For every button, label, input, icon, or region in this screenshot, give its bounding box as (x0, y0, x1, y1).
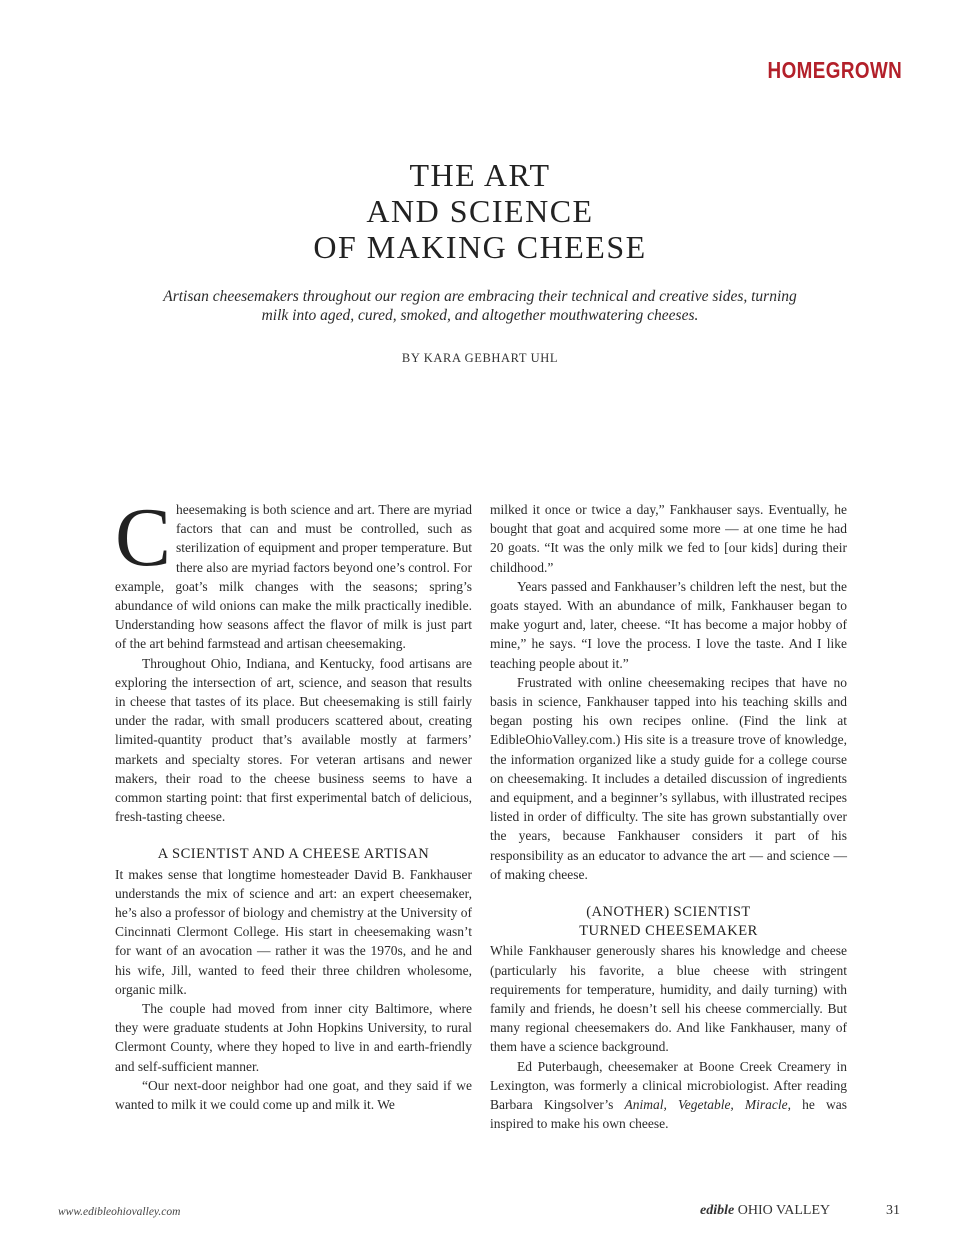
footer-magazine-name (700, 1203, 830, 1219)
paragraph: Throughout Ohio, Indiana, and Kentucky, food artisans are exploring the intersection of art, science, and season that results in cheese that tastes of its place. But cheesemaking is still fairly under the radar, with small producers scattered about, creating limited-quantity product that’s available mostly at farmers’ markets and specialty stores. For veteran artisans and newer makers, their road to the cheese business seems to have a common starting point: that first experimental batch of delicious, fresh-tasting cheese. (115, 655, 472, 825)
page-number: 31 (886, 1203, 900, 1218)
paragraph: The couple had moved from inner city Baltimore, where they were graduate students at John Hopkins University, to rural Clermont County, where they hoped to live in and earth-friendly and self-sufficient manner. (115, 1001, 472, 1074)
right-column (490, 500, 847, 1134)
subheading: A SCIENTIST AND A CHEESE ARTISAN (157, 846, 430, 863)
paragraph-text: Ed Puterbaugh, cheesemaker at Boone Creek Creamery in Lexington, was formerly a clinical microbiologist. After reading Barbara Kingsolver’s (490, 1058, 847, 1113)
title-line-1: THE ART (409, 157, 551, 193)
paragraph: milked it once or twice a day,” Fankhauser says. Eventually, he bought that goat and acquired some more — at one time he had 20 goats. “It was the only milk we fed to [our kids] during their childhood.” (490, 502, 847, 575)
magazine-brand: edible (700, 1203, 735, 1218)
left-column (115, 491, 472, 1114)
book-title: Animal, Vegetable, Miracle (624, 1097, 788, 1113)
paragraph (490, 1057, 847, 1134)
paragraph: Years passed and Fankhauser’s children left the nest, but the goats stayed. With an abundance of milk, Fankhauser began to make yogurt and, later, cheese. “It has become a major hobby of mine,” he says. “I love the process. I love the taste. And I like teaching people about it.” (490, 578, 847, 671)
paragraph: While Fankhauser generously shares his knowledge and cheese (particularly his favorite, a blue cheese with stringent requirements for temperature, humidity, and daily turning) with family and friends, he doesn’t sell his cheese commercially. But many regional cheesemakers do. And like Fankhauser, many of them have a science background. (490, 943, 847, 1055)
magazine-region: OHIO VALLEY (737, 1203, 831, 1218)
subheading-line-2: TURNED CHEESEMAKER (579, 923, 758, 940)
title-line-3: OF MAKING CHEESE (313, 229, 647, 265)
subheading-line-1: (ANOTHER) SCIENTIST (586, 904, 751, 921)
title-line-2: AND SCIENCE (366, 193, 594, 229)
byline: BY KARA GEBHART UHL (401, 351, 559, 365)
paragraph: It makes sense that longtime homesteader David B. Fankhauser understands the mix of science and art: an expert cheesemaker, he’s also a professor of biology and chemistry at the University of Cincinnati Clermont College. His start in cheesemaking wasn’t for want of an avocation — rather it was the 1970s, and he and his wife, Jill, wanted to feed their three children wholesome, organic milk. (115, 866, 472, 997)
paragraph: “Our next-door neighbor had one goat, and they said if we wanted to milk it we could come up and milk it. We (115, 1077, 472, 1113)
article-title (0, 157, 960, 265)
subheading (490, 903, 847, 941)
drop-cap: C (115, 491, 172, 584)
section-label: HOMEGROWN (767, 57, 902, 83)
paragraph (115, 491, 472, 654)
article-dek: Artisan cheesemakers throughout our region are embracing their technical and creative sides, turning milk into aged, cured, smoked, and altogether mouthwatering cheeses. (163, 288, 797, 324)
paragraph: Frustrated with online cheesemaking recipes that have no basis in science, Fankhauser tapped into his teaching skills and began posting his own recipes online. (Find the link at EdibleOhioValley.com.) His site is a treasure trove of knowledge, the information organized like a study guide for a college course on cheesemaking. It includes a detailed discussion of ingredients and equipment, and a beginner’s syllabus, with illustrated recipes listed in order of difficulty. The site has grown substantially over the years, because Fankhauser considers it part of his responsibility as an educator to advance the art — and science — of making cheese. (490, 674, 847, 882)
paragraph-text: heesemaking is both science and art. There are myriad factors that can and must be controlled, such as sterilization of equipment and proper temperature. But there also are myriad factors beyond one’s control. For example, goat’s milk changes with the seasons; spring’s abundance of wild onions can make the milk practically inedible. Understanding how seasons affect the flavor of milk is just part of the art behind farmstead and artisan cheesemaking. (115, 502, 472, 652)
footer-website: www.edibleohiovalley.com (58, 1206, 181, 1218)
paragraph-text: , he was inspired to make his own cheese. (490, 1097, 848, 1132)
